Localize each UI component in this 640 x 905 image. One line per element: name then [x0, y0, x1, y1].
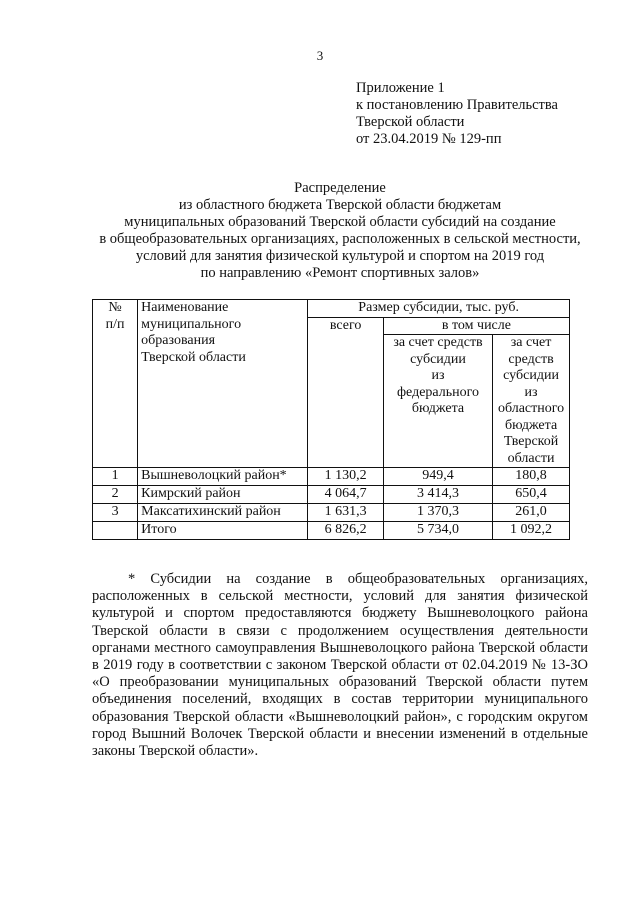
table-row: [93, 486, 570, 504]
row-name: Максатихинский район: [138, 504, 308, 522]
header-federal-line: из: [431, 368, 445, 383]
totals-label: Итого: [138, 522, 308, 540]
header-federal: [383, 335, 492, 468]
appendix-line: от 23.04.2019 № 129-пп: [356, 131, 502, 147]
table-totals-row: [93, 522, 570, 540]
header-name-line: образования: [141, 333, 216, 348]
header-name-line: муниципального: [141, 316, 242, 332]
header-name: [138, 300, 308, 468]
header-regional-line: из: [524, 384, 538, 400]
header-regional: [493, 335, 570, 468]
subsidy-table: [92, 299, 570, 540]
header-regional-line: субсидии: [503, 368, 559, 383]
header-regional-line: областного: [497, 401, 565, 416]
footnote-text: * Субсидии на создание в общеобразовательных организациях, расположенных в сельской местности, условий для занятия физической культурой и спортом предоставляются бюджету Вышневолоцкого района Тверской области в связи с продолжением осуществления деятельности органами местного самоуправления Вышневолоцкого района Тверской области в 2019 году в соответствии с законом Тверской области от 02.04.2019 № 13-ЗО «О преобразовании муниципальных образований Тверской области путем объединения поселений, входящих в состав территории муниципального образования Тверской области «Вышневолоцкий район», с городским округом город Вышний Волочек Тверской области и внесении изменений в отдельные законы Тверской области».: [92, 571, 588, 760]
header-regional-line: области: [507, 450, 555, 466]
header-total: всего: [308, 317, 384, 468]
header-regional-line: Тверской: [503, 434, 559, 449]
appendix-header: [356, 80, 558, 148]
totals-total: 6 826,2: [308, 522, 384, 540]
header-size: Размер субсидии, тыс. руб.: [308, 300, 570, 318]
row-num: 3: [93, 504, 138, 522]
title-line: муниципальных образований Тверской области субсидий на создание: [124, 214, 556, 230]
header-federal-line: за счет средств: [393, 335, 483, 350]
table-row: [93, 504, 570, 522]
header-federal-line: субсидии: [410, 351, 466, 367]
header-regional-line: за счет: [510, 335, 552, 350]
table-row: [93, 468, 570, 486]
header-num-line: №: [108, 300, 122, 315]
header-name-line: Тверской области: [141, 349, 246, 365]
title-line: Распределение: [294, 180, 386, 196]
appendix-line: Тверской области: [356, 114, 465, 130]
header-regional-line: средств: [508, 351, 554, 367]
row-name: Вышневолоцкий район*: [138, 468, 308, 486]
row-num: 2: [93, 486, 138, 504]
row-total: 1 130,2: [308, 468, 384, 486]
title-line: по направлению «Ремонт спортивных залов»: [200, 265, 480, 281]
totals-federal: 5 734,0: [383, 522, 492, 540]
header-num: [93, 300, 138, 468]
row-regional: 261,0: [493, 504, 570, 522]
row-num: 1: [93, 468, 138, 486]
title-line: в общеобразовательных организациях, расположенных в сельской местности,: [99, 231, 581, 247]
row-federal: 949,4: [383, 468, 492, 486]
document-title: [60, 180, 620, 282]
row-regional: 180,8: [493, 468, 570, 486]
footnote: [92, 571, 588, 760]
header-num-line: п/п: [105, 316, 125, 332]
row-total: 1 631,3: [308, 504, 384, 522]
row-federal: 3 414,3: [383, 486, 492, 504]
title-line: из областного бюджета Тверской области бюджетам: [178, 197, 502, 213]
title-line: условий для занятия физической культурой и спортом на 2019 год: [135, 248, 545, 264]
totals-num-empty: [93, 522, 138, 540]
header-including: в том числе: [383, 317, 569, 335]
row-name: Кимрский район: [138, 486, 308, 504]
header-regional-line: бюджета: [504, 417, 558, 433]
page-number: 3: [316, 48, 324, 63]
header-federal-line: федерального: [396, 384, 480, 400]
row-federal: 1 370,3: [383, 504, 492, 522]
row-total: 4 064,7: [308, 486, 384, 504]
totals-regional: 1 092,2: [493, 522, 570, 540]
table-header-row: [93, 300, 570, 318]
header-federal-line: бюджета: [411, 401, 465, 416]
header-name-line: Наименование: [141, 300, 229, 315]
appendix-line: Приложение 1: [356, 80, 445, 96]
row-regional: 650,4: [493, 486, 570, 504]
appendix-line: к постановлению Правительства: [356, 97, 558, 113]
